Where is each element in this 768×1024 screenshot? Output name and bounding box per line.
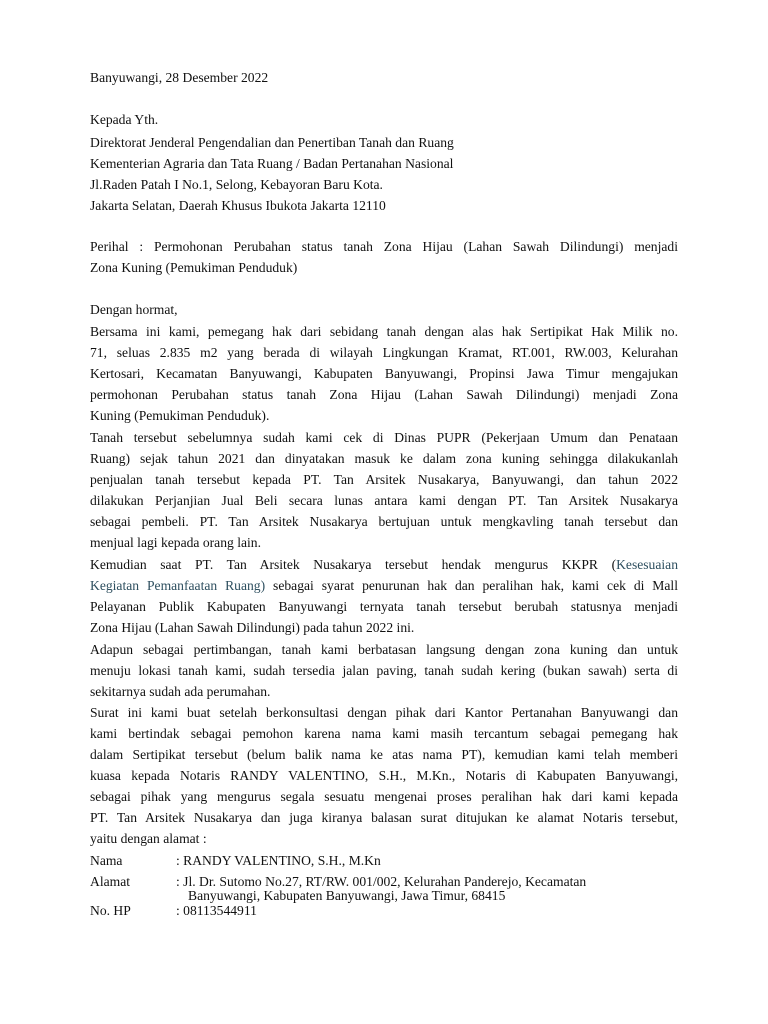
paragraph-line bbox=[90, 578, 678, 594]
recipient-line: Jakarta Selatan, Daerah Khusus Ibukota Jakarta 12110 bbox=[90, 198, 386, 213]
paragraph-line: permohonan Perubahan status tanah Zona Hijau (Lahan Sawah Dilindungi) menjadi Zona bbox=[90, 387, 678, 402]
contact-address-label: Alamat bbox=[90, 874, 131, 889]
paragraph-accent-text: Kegiatan Pemanfaatan Ruang) bbox=[90, 578, 266, 593]
recipient-line: Direktorat Jenderal Pengendalian dan Penertiban Tanah dan Ruang bbox=[90, 135, 454, 150]
paragraph-line: Zona Hijau (Lahan Sawah Dilindungi) pada tahun 2022 ini. bbox=[90, 620, 415, 635]
paragraph-line: Bersama ini kami, pemegang hak dari sebidang tanah dengan alas hak Sertipikat Hak Milik no. bbox=[90, 324, 678, 339]
date-line: Banyuwangi, 28 Desember 2022 bbox=[90, 70, 269, 85]
subject-line: Perihal : Permohonan Perubahan status tanah Zona Hijau (Lahan Sawah Dilindungi) menjadi bbox=[90, 239, 678, 254]
greeting: Dengan hormat, bbox=[90, 302, 178, 317]
contact-address-line: Banyuwangi, Kabupaten Banyuwangi, Jawa Timur, 68415 bbox=[188, 888, 506, 903]
paragraph-text: sebagai syarat penurunan hak dan peralihan hak, kami cek di Mall bbox=[265, 578, 678, 593]
contact-name-label: Nama bbox=[90, 853, 123, 868]
contact-name-value: : RANDY VALENTINO, S.H., M.Kn bbox=[176, 853, 381, 868]
paragraph-line: kami bertindak sebagai pemohon karena nama kami masih tercantum sebagai pemegang hak bbox=[90, 726, 678, 741]
paragraph-line: dilakukan Perjanjian Jual Beli secara lunas antara kami dengan PT. Tan Arsitek Nusakarya bbox=[90, 493, 678, 508]
contact-phone-value: : 08113544911 bbox=[176, 903, 257, 918]
contact-address-line: : Jl. Dr. Sutomo No.27, RT/RW. 001/002, Kelurahan Panderejo, Kecamatan bbox=[176, 874, 587, 889]
paragraph-line: menuju lokasi tanah kami, sudah tersedia jalan paving, tanah sudah kering (bukan sawah) serta di bbox=[90, 663, 678, 678]
paragraph-line: Surat ini kami buat setelah berkonsultasi dengan pihak dari Kantor Pertanahan Banyuwangi dan bbox=[90, 705, 678, 720]
paragraph-line: penjualan tanah tersebut kepada PT. Tan Arsitek Nusakarya, Banyuwangi, dan tahun 2022 bbox=[90, 472, 678, 487]
recipient-salutation: Kepada Yth. bbox=[90, 112, 159, 127]
recipient-line: Kementerian Agraria dan Tata Ruang / Badan Pertanahan Nasional bbox=[90, 156, 454, 171]
paragraph-line: yaitu dengan alamat : bbox=[90, 831, 207, 846]
paragraph-line: Ruang) sejak tahun 2021 dan dinyatakan masuk ke dalam zona kuning sehingga dilakukanlah bbox=[90, 451, 678, 466]
paragraph-line: sebagai pihak yang mengurus segala sesuatu mengenai proses peralihan hak dari kami kepada bbox=[90, 789, 678, 804]
contact-phone-label: No. HP bbox=[90, 903, 131, 918]
paragraph-line: dalam Sertipikat tersebut (belum balik nama ke atas nama PT), kemudian kami telah memberi bbox=[90, 747, 678, 762]
paragraph-line: sekitarnya sudah ada perumahan. bbox=[90, 684, 271, 699]
paragraph-line: Tanah tersebut sebelumnya sudah kami cek di Dinas PUPR (Pekerjaan Umum dan Penataan bbox=[90, 430, 678, 445]
paragraph-line: Pelayanan Publik Kabupaten Banyuwangi ternyata tanah tersebut berubah statusnya menjadi bbox=[90, 599, 678, 614]
paragraph-line: Adapun sebagai pertimbangan, tanah kami berbatasan langsung dengan zona kuning dan untuk bbox=[90, 642, 678, 657]
paragraph-text: Kemudian saat PT. Tan Arsitek Nusakarya tersebut hendak mengurus KKPR ( bbox=[90, 557, 617, 572]
paragraph-line: sebagai pembeli. PT. Tan Arsitek Nusakarya bertujuan untuk mengkavling tanah tersebut dan bbox=[90, 514, 678, 529]
paragraph-line: kuasa kepada Notaris RANDY VALENTINO, S.H., M.Kn., Notaris di Kabupaten Banyuwangi, bbox=[90, 768, 678, 783]
paragraph-line: menjual lagi kepada orang lain. bbox=[90, 535, 261, 550]
paragraph-line: PT. Tan Arsitek Nusakarya dan juga kiranya balasan surat ditujukan ke alamat Notaris tersebut, bbox=[90, 810, 678, 825]
paragraph-line: Kertosari, Kecamatan Banyuwangi, Kabupaten Banyuwangi, Propinsi Jawa Timur mengajukan bbox=[90, 366, 678, 381]
paragraph-line: Kuning (Pemukiman Penduduk). bbox=[90, 408, 270, 423]
paragraph-line: 71, seluas 2.835 m2 yang berada di wilayah Lingkungan Kramat, RT.001, RW.003, Kelurahan bbox=[90, 345, 678, 360]
recipient-line: Jl.Raden Patah I No.1, Selong, Kebayoran Baru Kota. bbox=[90, 177, 383, 192]
paragraph-accent-text: Kesesuaian bbox=[616, 557, 678, 572]
subject-line: Zona Kuning (Pemukiman Penduduk) bbox=[90, 260, 298, 275]
paragraph-line bbox=[90, 557, 678, 573]
